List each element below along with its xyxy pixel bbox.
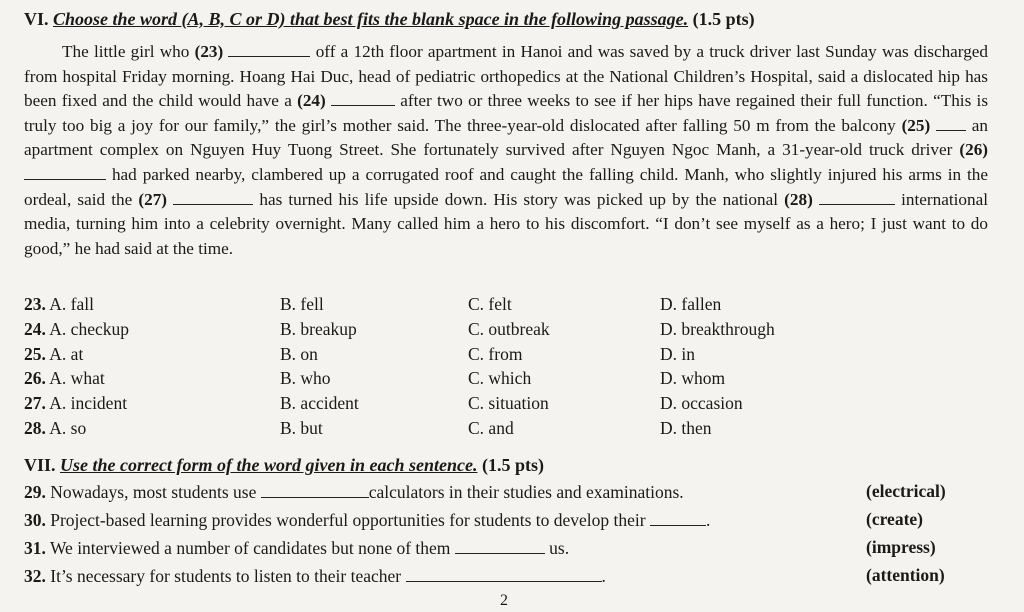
- section-7-heading: [24, 454, 544, 476]
- option-d: D. whom: [660, 368, 726, 389]
- option-b: B. breakup: [280, 318, 357, 339]
- passage-text: had parked nearby, clambered up a corrugated roof and caught the falling child. Manh, who slightly injured his arms in the ordeal, said the: [24, 164, 989, 209]
- option-a: A. checkup: [49, 318, 129, 339]
- passage-text: off a 12th floor apartment in Hanoi and was saved by a truck driver last Sunday was discharged from hospital Friday morning. Hoang Hai Duc, head of pediatric orthopedics at the National Children’s Hospital, said a dislocated hip has been fixed and the child would have a: [24, 42, 989, 111]
- word-hint: (electrical): [866, 481, 946, 501]
- option-c: C. situation: [468, 393, 549, 414]
- blank-number-28: (28): [784, 189, 813, 209]
- blank-27: [173, 188, 253, 205]
- option-c: C. which: [468, 368, 532, 389]
- option-b: B. accident: [280, 393, 359, 414]
- section-7-number: VII.: [24, 455, 56, 475]
- option-row: [24, 319, 1004, 344]
- question-number: 24.: [24, 318, 46, 339]
- option-row: [24, 294, 1004, 319]
- blank-24: [331, 89, 395, 106]
- option-row: [24, 418, 1004, 443]
- word-hint: (impress): [866, 537, 936, 557]
- passage-text: an apartment complex on Nguyen Huy Tuong Street. She fortunately survived after Nguyen Ngoc Manh, a 31-year-old truck driver: [24, 115, 988, 160]
- option-d: D. breakthrough: [660, 318, 775, 339]
- blank-25: [936, 114, 966, 131]
- question-text: Project-based learning provides wonderful opportunities for students to develop their: [50, 510, 646, 530]
- option-row: [24, 344, 1004, 369]
- option-row: [24, 368, 1004, 393]
- question-number: 28.: [24, 417, 46, 438]
- section-7-title: Use the correct form of the word given in each sentence.: [60, 455, 478, 475]
- question-number: 32.: [24, 566, 46, 586]
- answer-blank: [455, 537, 545, 554]
- option-row: [24, 393, 1004, 418]
- question-text: Nowadays, most students use: [50, 482, 257, 502]
- blank-number-25: (25): [901, 115, 931, 135]
- question-text-end: .: [601, 566, 606, 586]
- option-d: D. occasion: [660, 393, 743, 414]
- question-30: [24, 509, 964, 531]
- question-31: [24, 537, 964, 559]
- question-number: 25.: [24, 343, 46, 364]
- section-6-heading: [24, 8, 755, 30]
- option-a: A. incident: [49, 393, 128, 414]
- blank-26: [24, 163, 106, 180]
- option-b: B. on: [280, 343, 318, 364]
- question-32: [24, 565, 964, 587]
- section-7-points: (1.5 pts): [481, 455, 544, 475]
- section-6-title: Choose the word (A, B, C or D) that best fits the blank space in the following passage.: [53, 9, 689, 29]
- answer-blank: [650, 509, 706, 526]
- question-text-end: .: [705, 510, 711, 530]
- option-c: C. outbreak: [468, 318, 550, 339]
- option-d: D. in: [660, 343, 695, 364]
- option-c: C. from: [468, 343, 523, 364]
- blank-number-27: (27): [138, 189, 168, 209]
- option-d: D. fallen: [660, 294, 722, 314]
- question-number: 26.: [24, 368, 46, 389]
- answer-blank: [261, 481, 369, 498]
- question-29: [24, 481, 964, 503]
- option-b: B. fell: [280, 294, 324, 314]
- section-6-points: (1.5 pts): [692, 9, 755, 29]
- option-c: C. felt: [468, 294, 512, 314]
- option-a: A. fall: [49, 294, 95, 314]
- question-text-end: calculators in their studies and examinations.: [368, 482, 684, 502]
- word-hint: (attention): [866, 565, 945, 585]
- word-hint: (create): [866, 509, 923, 529]
- option-d: D. then: [660, 417, 712, 438]
- option-a: A. so: [49, 417, 87, 438]
- option-b: B. but: [280, 417, 323, 438]
- question-number: 27.: [24, 393, 46, 414]
- blank-28: [819, 188, 895, 205]
- question-number: 31.: [24, 538, 46, 558]
- passage-text: international media, turning him into a celebrity overnight. Many called him a hero to his discomfort. “I don’t see myself as a hero; I just want to do good,” he had said at the time.: [24, 189, 988, 258]
- blank-number-23: (23): [194, 42, 224, 61]
- section-6-number: VI.: [24, 9, 49, 29]
- blank-number-26: (26): [959, 140, 989, 160]
- page-number: 2: [500, 592, 508, 609]
- question-text: We interviewed a number of candidates but none of them: [49, 538, 451, 558]
- option-b: B. who: [280, 368, 331, 389]
- option-c: C. and: [468, 417, 514, 438]
- passage-text: after two or three weeks to see if her hips have regained their full function. “This is truly too big a joy for our family,” the girl’s mother said. The three-year-old dislocated after falling 50 m from the balcony: [24, 91, 989, 135]
- question-number: 29.: [24, 482, 46, 502]
- blank-23: [228, 40, 310, 57]
- reading-passage: [24, 40, 988, 261]
- question-number: 23.: [24, 294, 46, 314]
- question-text: It’s necessary for students to listen to their teacher: [50, 566, 402, 586]
- option-a: A. at: [49, 343, 84, 364]
- blank-number-24: (24): [297, 91, 326, 111]
- question-text-end: us.: [549, 538, 570, 558]
- answer-options: [24, 294, 1004, 443]
- option-a: A. what: [49, 368, 105, 389]
- question-number: 30.: [24, 510, 46, 530]
- passage-text: The little girl who: [62, 42, 190, 61]
- passage-text: has turned his life upside down. His story was picked up by the national: [259, 189, 779, 209]
- answer-blank: [406, 565, 602, 582]
